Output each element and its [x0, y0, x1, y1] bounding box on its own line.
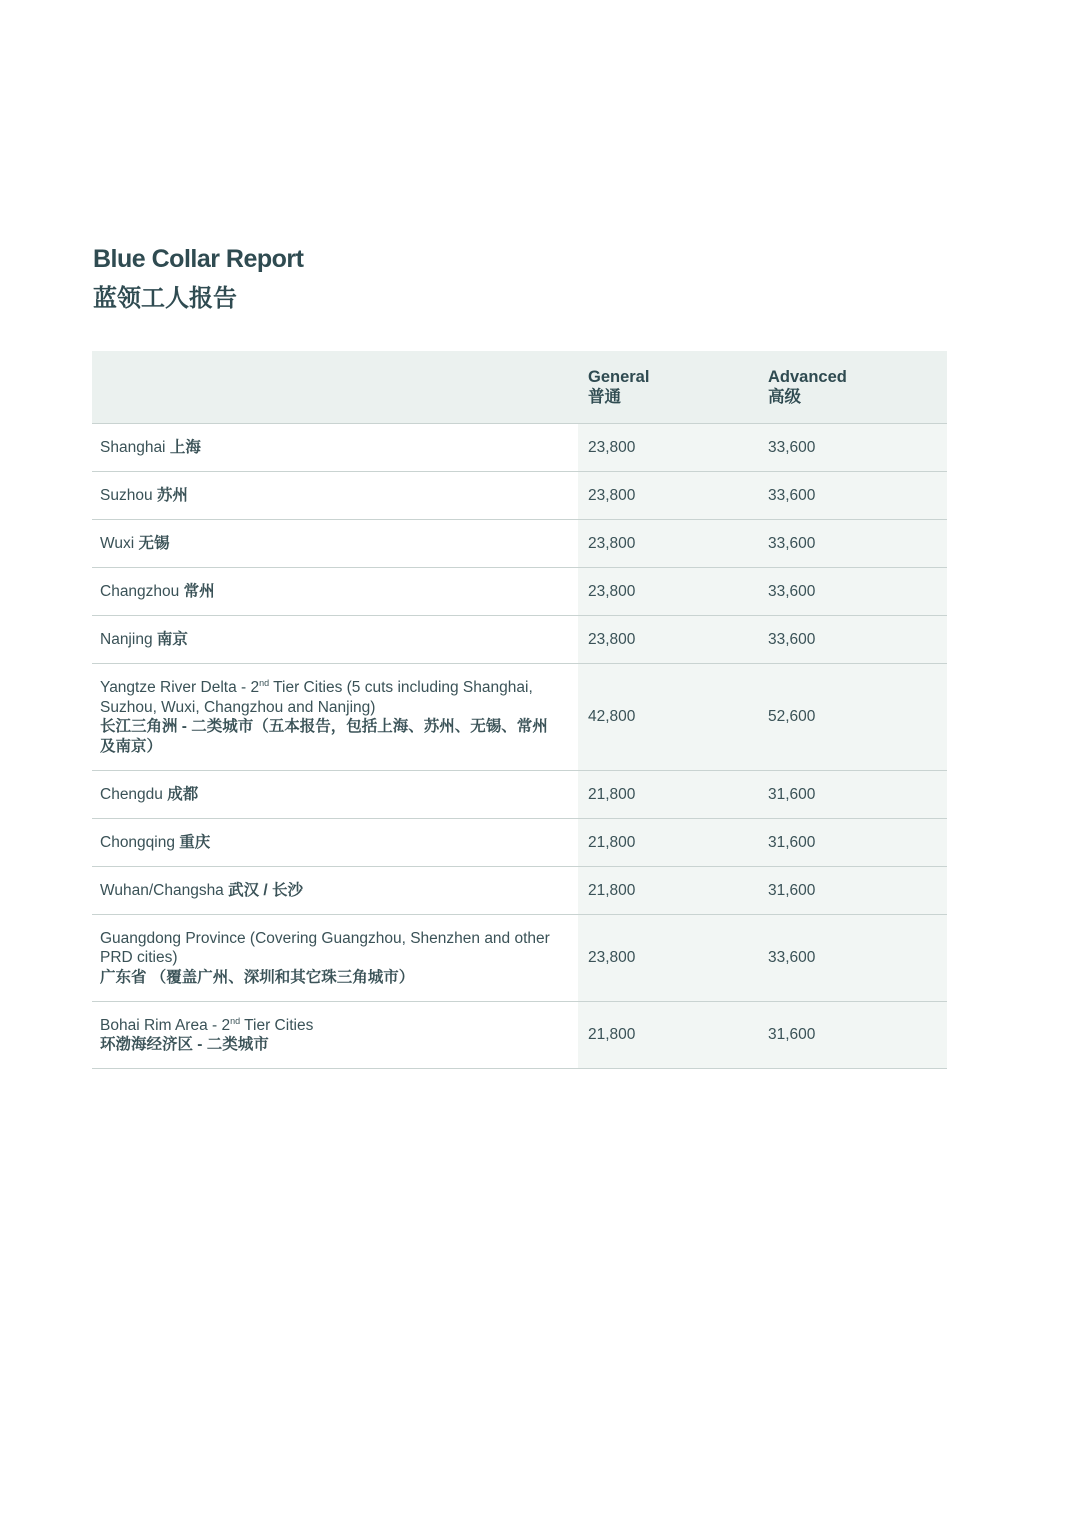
general-price: 23,800: [578, 424, 758, 471]
region-cell: [92, 424, 578, 471]
region-english: Wuhan/Changsha: [100, 881, 224, 899]
table-header-row: [92, 351, 947, 424]
region-english-line: Suzhou, Wuxi, Changzhou and Nanjing): [100, 698, 376, 716]
general-price: 23,800: [578, 915, 758, 1001]
advanced-price: 33,600: [758, 520, 947, 567]
table-row: [92, 568, 947, 616]
general-price: 42,800: [578, 664, 758, 770]
table-row: [92, 771, 947, 819]
header-advanced: [758, 351, 947, 423]
general-price: 23,800: [578, 472, 758, 519]
region-english-part: Tier Cities (5 cuts including Shanghai,: [269, 679, 533, 696]
region-english-part: Yangtze River Delta - 2: [100, 679, 260, 696]
region-cell: [92, 771, 578, 818]
region-cell: [92, 472, 578, 519]
region-english-ordinal: nd: [259, 678, 270, 688]
region-cell: [92, 915, 578, 1001]
table-row: [92, 1002, 947, 1069]
advanced-price: 33,600: [758, 424, 947, 471]
region-english-line: [100, 678, 570, 698]
report-title-chinese: 蓝领工人报告: [93, 285, 237, 312]
advanced-price: 31,600: [758, 867, 947, 914]
region-cell: [92, 867, 578, 914]
table-row: [92, 616, 947, 664]
advanced-price: 33,600: [758, 568, 947, 615]
region-chinese: 成都: [167, 785, 199, 803]
region-english-line: [100, 1016, 570, 1036]
header-general-english: General: [588, 368, 650, 386]
header-general: [578, 351, 758, 423]
region-cell: [92, 616, 578, 663]
region-english: Nanjing: [100, 630, 153, 648]
region-cell: [92, 819, 578, 866]
table-row: [92, 819, 947, 867]
region-english-line: Guangdong Province (Covering Guangzhou, Shenzhen and other: [100, 929, 550, 947]
table-row: [92, 520, 947, 568]
general-price: 23,800: [578, 568, 758, 615]
region-english-line: PRD cities): [100, 949, 178, 967]
general-price: 21,800: [578, 1002, 758, 1068]
report-title-english: Blue Collar Report: [93, 245, 304, 273]
region-cell: [92, 664, 578, 770]
advanced-price: 31,600: [758, 819, 947, 866]
region-english: Chengdu: [100, 785, 163, 803]
advanced-price: 33,600: [758, 616, 947, 663]
report-title-block: [93, 242, 303, 316]
table-row: [92, 915, 947, 1002]
general-price: 23,800: [578, 616, 758, 663]
region-chinese-line: 及南京）: [100, 737, 163, 755]
table-row: [92, 664, 947, 771]
price-table: [92, 351, 947, 1069]
region-cell: [92, 520, 578, 567]
region-english: Suzhou: [100, 486, 153, 504]
general-price: 23,800: [578, 520, 758, 567]
region-cell: [92, 568, 578, 615]
table-row: [92, 472, 947, 520]
advanced-price: 33,600: [758, 472, 947, 519]
header-advanced-chinese: 高级: [768, 388, 801, 406]
header-advanced-english: Advanced: [768, 368, 847, 386]
table-row: [92, 867, 947, 915]
region-chinese: 上海: [169, 438, 201, 456]
region-english-part: Tier Cities: [240, 1016, 314, 1034]
region-english: Chongqing: [100, 833, 175, 851]
region-english: Changzhou: [100, 582, 180, 600]
region-english: Shanghai: [100, 438, 166, 456]
region-cell: [92, 1002, 578, 1068]
advanced-price: 52,600: [758, 664, 947, 770]
table-row: [92, 424, 947, 472]
general-price: 21,800: [578, 867, 758, 914]
region-chinese-line: 环渤海经济区 - 二类城市: [100, 1036, 269, 1053]
header-region-cell: [92, 351, 578, 423]
region-english: Wuxi: [100, 534, 135, 552]
advanced-price: 31,600: [758, 771, 947, 818]
region-chinese: 常州: [183, 582, 215, 600]
region-chinese: 无锡: [138, 534, 170, 552]
region-english-ordinal: nd: [230, 1015, 241, 1026]
region-chinese: 武汉 / 长沙: [228, 881, 304, 899]
region-chinese: 苏州: [156, 486, 188, 504]
region-chinese-line: 广东省 （覆盖广州、深圳和其它珠三角城市）: [100, 968, 415, 986]
region-chinese-line: 长江三角洲 - 二类城市（五本报告，包括上海、苏州、无锡、常州: [100, 718, 548, 735]
general-price: 21,800: [578, 819, 758, 866]
region-chinese: 南京: [156, 630, 188, 648]
general-price: 21,800: [578, 771, 758, 818]
advanced-price: 33,600: [758, 915, 947, 1001]
region-chinese: 重庆: [179, 833, 211, 851]
region-english-part: Bohai Rim Area - 2: [100, 1016, 231, 1034]
advanced-price: 31,600: [758, 1002, 947, 1068]
header-general-chinese: 普通: [588, 388, 621, 406]
